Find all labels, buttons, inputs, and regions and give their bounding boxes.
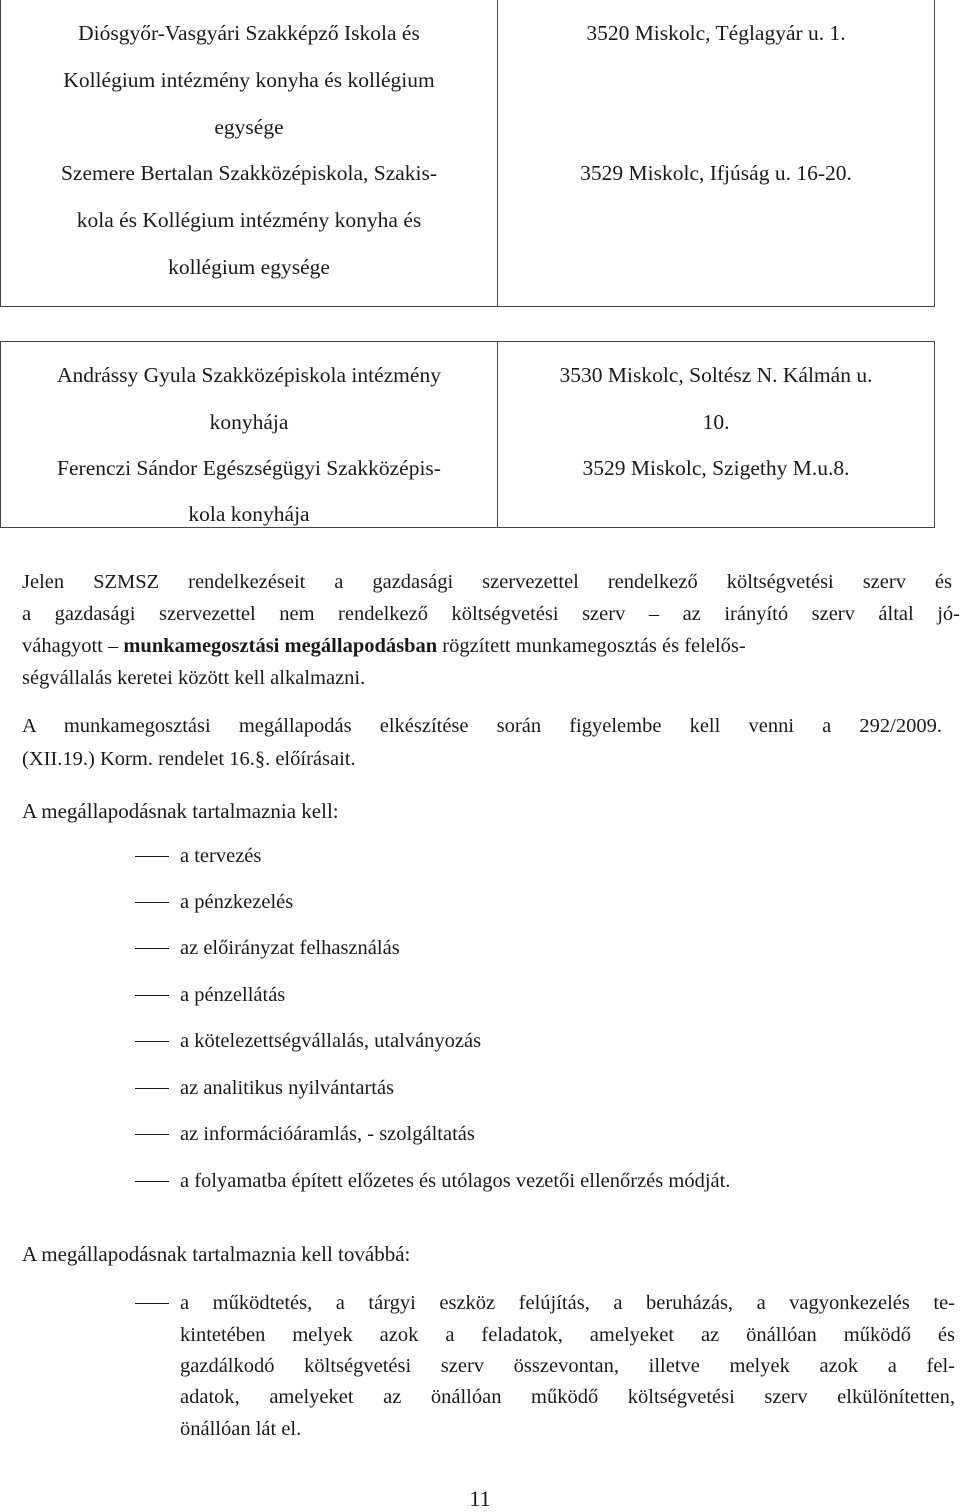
paragraph-line: Jelen SZMSZ rendelkezéseit a gazdasági szervezettel rendelkező költségvetési szerv és [22,571,952,593]
bold-term: munkamegosztási megállapodásban [123,635,438,657]
address-cell [498,342,934,527]
address-line: 3529 Miskolc, Szigethy M.u.8. [582,456,850,480]
address-cell [498,0,934,306]
address-table-row-2 [0,341,935,528]
address-line: 3530 Miskolc, Soltész N. Kálmán u. [559,363,873,387]
list-item: az információáramlás, - szolgáltatás [180,1123,475,1145]
dash-bullet [135,856,169,857]
institution-line: konyhája [209,410,289,434]
list-item: a folyamatba épített előzetes és utólagos vezetői ellenőrzés módját. [180,1170,731,1192]
dash-bullet [135,1088,169,1089]
list-item: a pénzkezelés [180,891,294,913]
paragraph-line: (XII.19.) Korm. rendelet 16.§. előírásait. [22,748,356,770]
list-item: az analitikus nyilvántartás [180,1077,395,1099]
paragraph-line-mixed [22,636,960,657]
institution-line: kola és Kollégium intézmény konyha és [76,208,422,232]
institution-line: Ferenczi Sándor Egészségügyi Szakközépis- [57,456,441,480]
list-item: a kötelezettségvállalás, utalványozás [180,1030,482,1052]
institution-line: Kollégium intézmény konyha és kollégium [63,68,435,92]
list-item-line: gazdálkodó költségvetési szerv összevontan, illetve melyek azok a fel- [180,1355,955,1377]
list-item: az előirányzat felhasználás [180,937,400,959]
dash-bullet [135,902,169,903]
institution-line: kola konyhája [188,502,310,526]
list-item: a tervezés [180,845,262,867]
paragraph-text: rögzített munkamegosztás és felelős- [442,635,746,657]
dash-bullet [135,1041,169,1042]
list-item-line: önállóan lát el. [180,1418,302,1440]
dash-bullet [135,948,169,949]
institution-cell [1,0,498,306]
list-heading: A megállapodásnak tartalmaznia kell továbbá: [22,1242,411,1266]
paragraph-line: A munkamegosztási megállapodás elkészítése során figyelembe kell venni a 292/2009. [22,715,942,737]
list-item: a pénzellátás [180,984,286,1006]
list-item-line: adatok, amelyeket az önállóan működő költségvetési szerv elkülönítetten, [180,1386,955,1408]
list-item-line: kintetében melyek azok a feladatok, amelyeket az önállóan működő és [180,1324,955,1346]
institution-line: egysége [214,115,284,139]
paragraph-line: a gazdasági szervezettel nem rendelkező költségvetési szerv – az irányító szerv által jó- [22,603,960,625]
list-heading: A megállapodásnak tartalmaznia kell: [22,799,339,823]
dash-bullet [135,1134,169,1135]
address-line: 3529 Miskolc, Ifjúság u. 16-20. [580,161,852,185]
institution-line: Diósgyőr-Vasgyári Szakképző Iskola és [78,21,420,45]
address-table-row-1 [0,0,935,307]
institution-line: Andrássy Gyula Szakközépiskola intézmény [57,363,441,387]
institution-line: Szemere Bertalan Szakközépiskola, Szakis- [60,161,438,185]
dash-bullet [135,1181,169,1182]
list-item-line: a működtetés, a tárgyi eszköz felújítás, a beruházás, a vagyonkezelés te- [180,1292,955,1314]
address-line: 3520 Miskolc, Téglagyár u. 1. [586,21,846,45]
paragraph-text: váhagyott – [22,635,119,657]
paragraph-line: ségvállalás keretei között kell alkalmazni. [22,667,366,689]
institution-cell [1,342,498,527]
page-number: 11 [469,1486,491,1511]
dash-bullet [135,995,169,996]
address-line: 10. [702,410,730,434]
dash-bullet [135,1303,169,1304]
institution-line: kollégium egysége [168,255,330,279]
